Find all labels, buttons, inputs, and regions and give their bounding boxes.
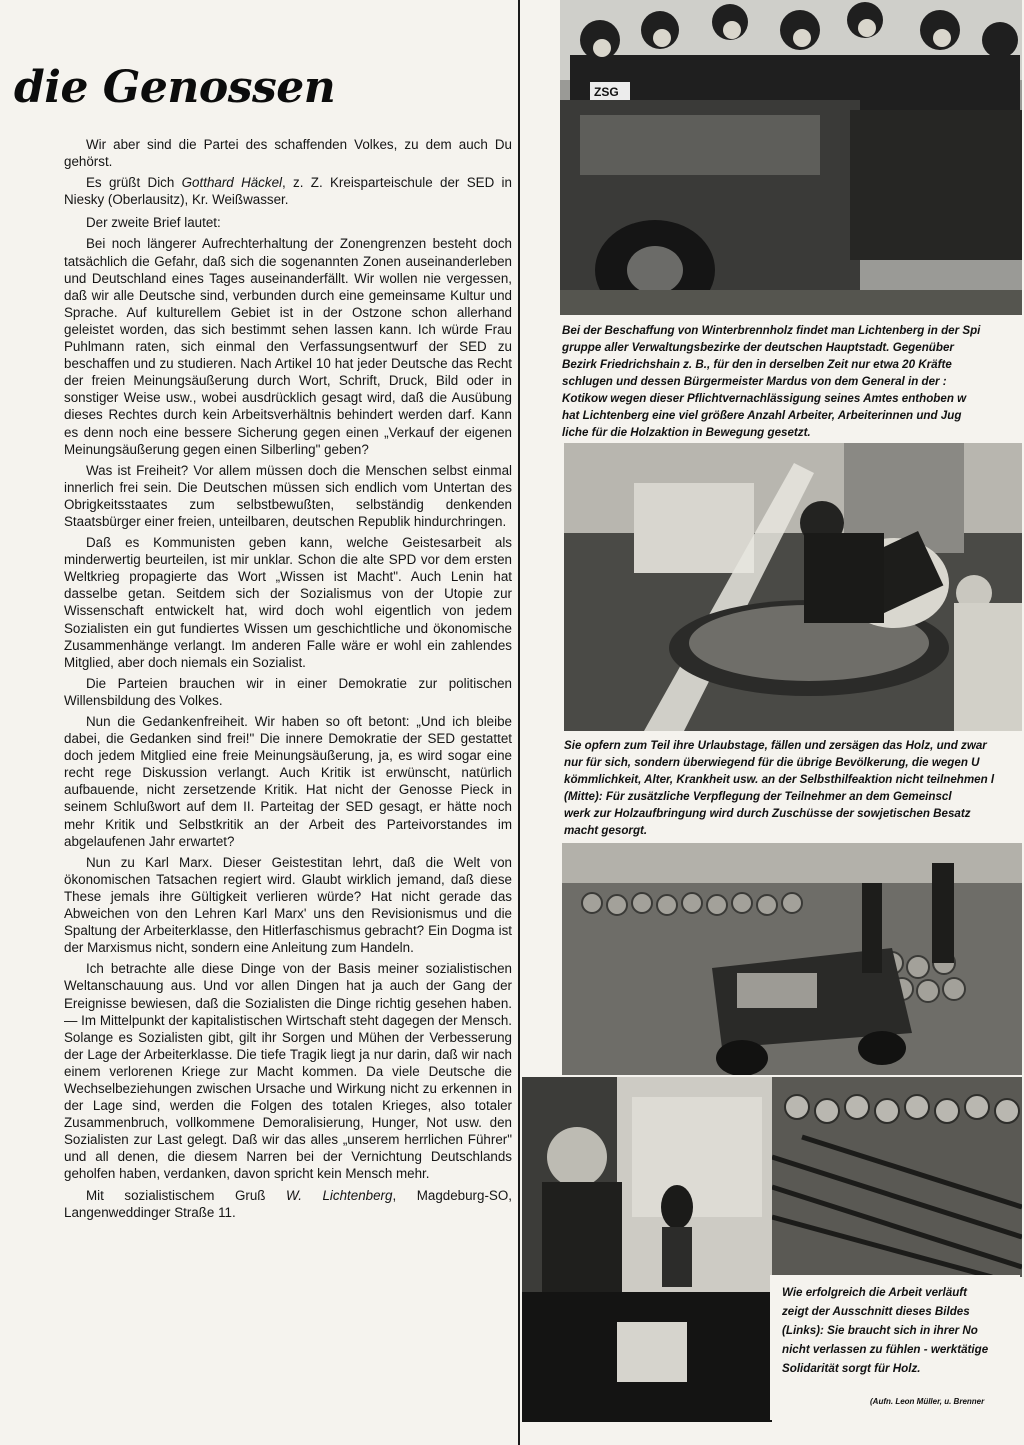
letter-paragraph: Wir aber sind die Partei des schaffenden Volkes, zu dem auch Du gehörst. — [64, 137, 512, 170]
letter-paragraph: Nun zu Karl Marx. Dieser Geistestitan lehrt, daß die Welt von ökonomischen Tatsachen regiert wird. Glaubt wirklich jemand, daß diese These jemals ihre Gültigkeit verlieren würde? Hat nicht gerade das Abweichen von den Lehren Karl Marx' uns den Revisionismus und die Spaltung der Arbeiterklasse, den Hitlerfaschismus gebracht? Ein Dogma ist der Marxismus nicht, sondern eine Anleitung zum Handeln. — [64, 854, 512, 956]
photo-credit: (Aufn. Leon Müller, u. Brenner — [870, 1397, 985, 1406]
caption-kettle: Sie opfern zum Teil ihre Urlaubstage, fällen und zersägen das Holz, und zwar nur für sich, sondern überwiegend für die übrige Bevölkerung, die wegen U kömmlichkeit, Alter, Krankheit usw. an der Selbsthilfeaktion nicht teilnehmen l (Mitte): Für zusätzliche Verpflegung der Teilnehmer an dem Gemeinscl werk zur Holzaufbringung wird durch Zuschüsse der sowjetischen Besatz macht gesorgt. — [564, 739, 995, 837]
caption-logs: Wie erfolgreich die Arbeit verläuft zeigt der Ausschnitt dieses Bildes (Links): Sie braucht sich in ihrer No nicht verlassen zu fühlen - werktätige Solidarität sorgt für Holz. — [782, 1286, 989, 1375]
headline: die Genossen — [14, 62, 336, 113]
stacked-logs-photo — [772, 1077, 1022, 1277]
column-rule — [518, 0, 520, 1445]
letter-paragraph: Daß es Kommunisten geben kann, welche Geistesarbeit als minderwertig beurteilen, ist mir unklar. Schon die alte SPD vor dem ersten Weltkrieg propagierte das Wort „Wissen ist Macht". Auch Lenin hat dasselbe getan. Seitdem sich der Sozialismus von der Utopie zur Wissenschaft entwickelt hat, wird doch wohl eigentlich von jedem Sozialisten ein gut fundiertes Wissen um geschichtliche und ökonomische Zusammenhänge verlangt. Im anderen Falle wäre er wohl ein zahlendes Mitglied, aber doch niemals ein Sozialist. — [64, 535, 512, 670]
letter-paragraph: Was ist Freiheit? Vor allem müssen doch die Menschen selbst einmal innerlich frei sein. Die Deutschen müssen sich endlich vom Untertan des Obrigkeitsstaates zum selbstbewußten, selbständig denkenden Staatsbürger einer freien, unteilbaren, deutschen Republik hindurchringen. — [64, 462, 512, 529]
letter-article — [64, 136, 512, 1225]
letter-paragraph: Ich betrachte alle diese Dinge von der Basis meiner sozialistischen Weltanschauung aus. Und vor allen Dingen hat ja auch der Gang der Ereignisse bewiesen, daß die Sozialisten die Dinge richtig gesehen haben. — Im Mittelpunkt der kapitalistischen Wirtschaft steht dagegen der Mensch. Solange es Sozialisten gibt, gilt ihr Sorgen und Mühen der Verbesserung der Lage der Arbeiterklasse. Die tiefe Tragik liegt ja nur darin, daß wir nach einem verlorenen Kriege zur Macht kommen. Da viele Deutsche die Wechselbeziehungen zwischen Ursache und Wirkung nicht zu erkennen in der Lage sind, werden die Folgen des totalen Krieges, also totaler Zusammenbruch, vollkommene Demoralisierung, Hunger, Not usw. den Sozialisten zur Last gelegt. Daß wir das alles „unserem herrlichen Führer" und all denen, die diesem Narren bei der Vernichtung Deutschlands geholfen haben, verdanken, davon spricht kein Mensch mehr. — [64, 961, 512, 1182]
letter-paragraph: Nun die Gedankenfreiheit. Wir haben so oft betont: „Und ich bleibe dabei, die Gedanken sind frei!" Die innere Demokratie der SED gestattet doch jedem Mitglied eine freie Meinungsäußerung, ja, es wird sogar eine recht rege Diskussion verlangt. Auch Kritik ist erwünscht, natürlich aufbauende, nicht zersetzende Kritik. Hat nicht der Genosse Pieck in seinem Schlußwort auf dem II. Parteitag der SED gesagt, er hätte noch mehr Kritik und Selbstkritik an der Arbeit des Parteivorstandes im abgelaufenen Jahr erwartet? — [64, 714, 512, 849]
log-truck-image — [562, 843, 1022, 1075]
log-truck-photo — [562, 843, 1022, 1075]
stacked-logs-image — [772, 1077, 1022, 1277]
cooking-kettle-image — [564, 443, 1022, 731]
truck-crowd-photo — [560, 0, 1022, 315]
caption-truck: Bei der Beschaffung von Winterbrennholz findet man Lichtenberg in der Spi gruppe aller Verwaltungsbezirke der deutschen Hauptstadt. Gegenüber Bezirk Friedrichshain z. B., für den in derselben Zeit nur etwa 20 Kräfte schlugen und dessen Bürgermeister Mardus von dem General in der : Kotikow wegen dieser Pflichtvernachlässigung seines Amtes enthoben w hat Lichtenberg eine viel größere Anzahl Arbeiter, Arbeiterinnen und Jug liche für die Holzaktion in Bewegung gesetzt. — [562, 324, 981, 439]
letter-signature-2: Mit sozialistischem Gruß W. Lichtenberg, Magdeburg-SO, Langenweddinger Straße 11. — [64, 1187, 512, 1220]
license-plate: ZSG — [594, 85, 619, 99]
letter-signature-1: Es grüßt Dich Gotthard Häckel, z. Z. Kreisparteischule der SED in Niesky (Oberlausitz), Kr. Weißwasser. — [64, 175, 512, 208]
letter-paragraph: Der zweite Brief lautet: — [86, 215, 221, 231]
letter-paragraph: Bei noch längerer Aufrechterhaltung der Zonengrenzen besteht doch tatsächlich die Gefahr, daß sich die sogenannten Zonen auseinanderleben und Deutschland eines Tages auseinanderfällt. Wir wollen nie vergessen, daß wir alle Deutsche sind, verbunden durch eine gemeinsame Kultur und Sprache. Auf kulturellem Gebiet ist in der Ostzone schon allerhand geleistet worden, das sich bestimmt sehen lassen kann. Ich würde Frau Puhlmann raten, sich einmal den Verfassungsentwurf der SED zu beschaffen und zu studieren. Nach Artikel 10 hat jeder Deutsche das Recht der freien Meinungsäußerung durch Wort, Schrift, Druck, Bild oder in sonstiger Weise usw., wobei ausdrücklich gesagt wird, daß die Ausübung dieses Rechtes durch kein Arbeitsverhältnis behindert werden darf. Kann es denn noch eine bessere Sicherung gegen einen „Verkauf der eigenen Meinungsäußerung gegen einen Silberling" geben? — [64, 236, 512, 457]
cooking-kettle-photo — [564, 443, 1022, 731]
author-name: W. Lichtenberg — [286, 1187, 393, 1203]
woman-stove-image — [522, 1077, 772, 1422]
woman-stove-photo — [522, 1077, 772, 1422]
author-name: Gotthard Häckel — [181, 175, 282, 191]
truck-crowd-image — [560, 0, 1022, 315]
letter-paragraph: Die Parteien brauchen wir in einer Demokratie zur politischen Willensbildung des Volkes. — [64, 675, 512, 708]
